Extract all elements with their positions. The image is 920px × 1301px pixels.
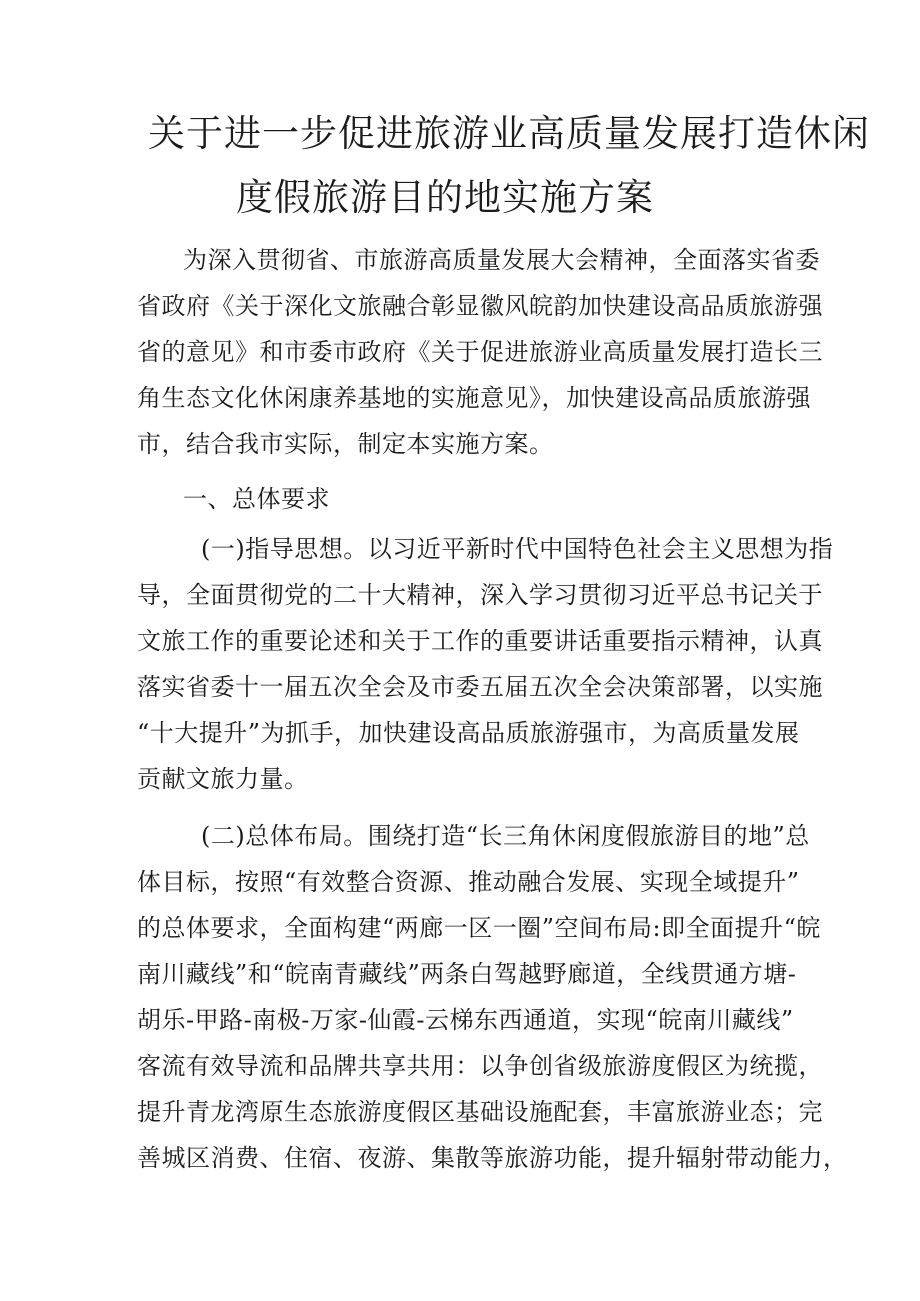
guiding-line: 落实省委十一届五次全会及市委五届五次全会决策部署，以实施 xyxy=(137,673,823,701)
guiding-line: 贡献文旅力量。 xyxy=(137,765,309,793)
document-title-line-1: 关于进一步促进旅游业高质量发展打造休闲 xyxy=(148,112,870,155)
intro-line: 市，结合我市实际，制定本实施方案。 xyxy=(137,430,554,458)
layout-line: (二)总体布局。围绕打造“长三角休闲度假旅游目的地”总 xyxy=(201,822,810,850)
intro-line: 省政府《关于深化文旅融合彰显徽风皖韵加快建设高品质旅游强 xyxy=(137,292,823,320)
guiding-line: (一)指导思想。以习近平新时代中国特色社会主义思想为指 xyxy=(201,535,834,563)
layout-line: 胡乐-甲路-南极-万家-仙霞-云梯东西通道，实现“皖南川藏线” xyxy=(137,1006,794,1034)
layout-line: 客流有效导流和品牌共享共用：以争创省级旅游度假区为统揽， xyxy=(137,1052,823,1080)
section-heading xyxy=(137,476,797,522)
intro-line: 省的意见》和市委市政府《关于促进旅游业高质量发展打造长三 xyxy=(137,338,823,366)
guiding-line: 导，全面贯彻党的二十大精神，深入学习贯彻习近平总书记关于 xyxy=(137,581,823,609)
layout-paragraph xyxy=(137,813,848,1181)
section-heading-text: 一、总体要求 xyxy=(183,485,330,513)
layout-line: 南川藏线”和“皖南青藏线”两条白驾越野廊道，全线贯通方塘- xyxy=(137,960,797,988)
layout-line: 体目标，按照“有效整合资源、推动融合发展、实现全域提升” xyxy=(137,868,800,896)
guiding-line: “十大提升”为抓手，加快建设高品质旅游强市，为高质量发展 xyxy=(137,719,800,747)
layout-line: 的总体要求，全面构建“两廊一区一圈”空间布局:即全面提升“皖 xyxy=(137,914,821,942)
layout-line: 提升青龙湾原生态旅游度假区基础设施配套，丰富旅游业态；完 xyxy=(137,1098,823,1126)
guiding-line: 文旅工作的重要论述和关于工作的重要讲话重要指示精神，认真 xyxy=(137,627,823,655)
intro-line: 为深入贯彻省、市旅游高质量发展大会精神，全面落实省委 xyxy=(183,246,820,274)
document-title-line-2: 度假旅游目的地实施方案 xyxy=(236,176,654,219)
layout-line: 善城区消费、住宿、夜游、集散等旅游功能，提升辐射带动能力， xyxy=(137,1144,848,1172)
intro-line: 角生态文化休闲康养基地的实施意见》，加快建设高品质旅游强 xyxy=(137,384,811,412)
guiding-paragraph xyxy=(137,526,834,802)
intro-paragraph xyxy=(137,237,823,467)
